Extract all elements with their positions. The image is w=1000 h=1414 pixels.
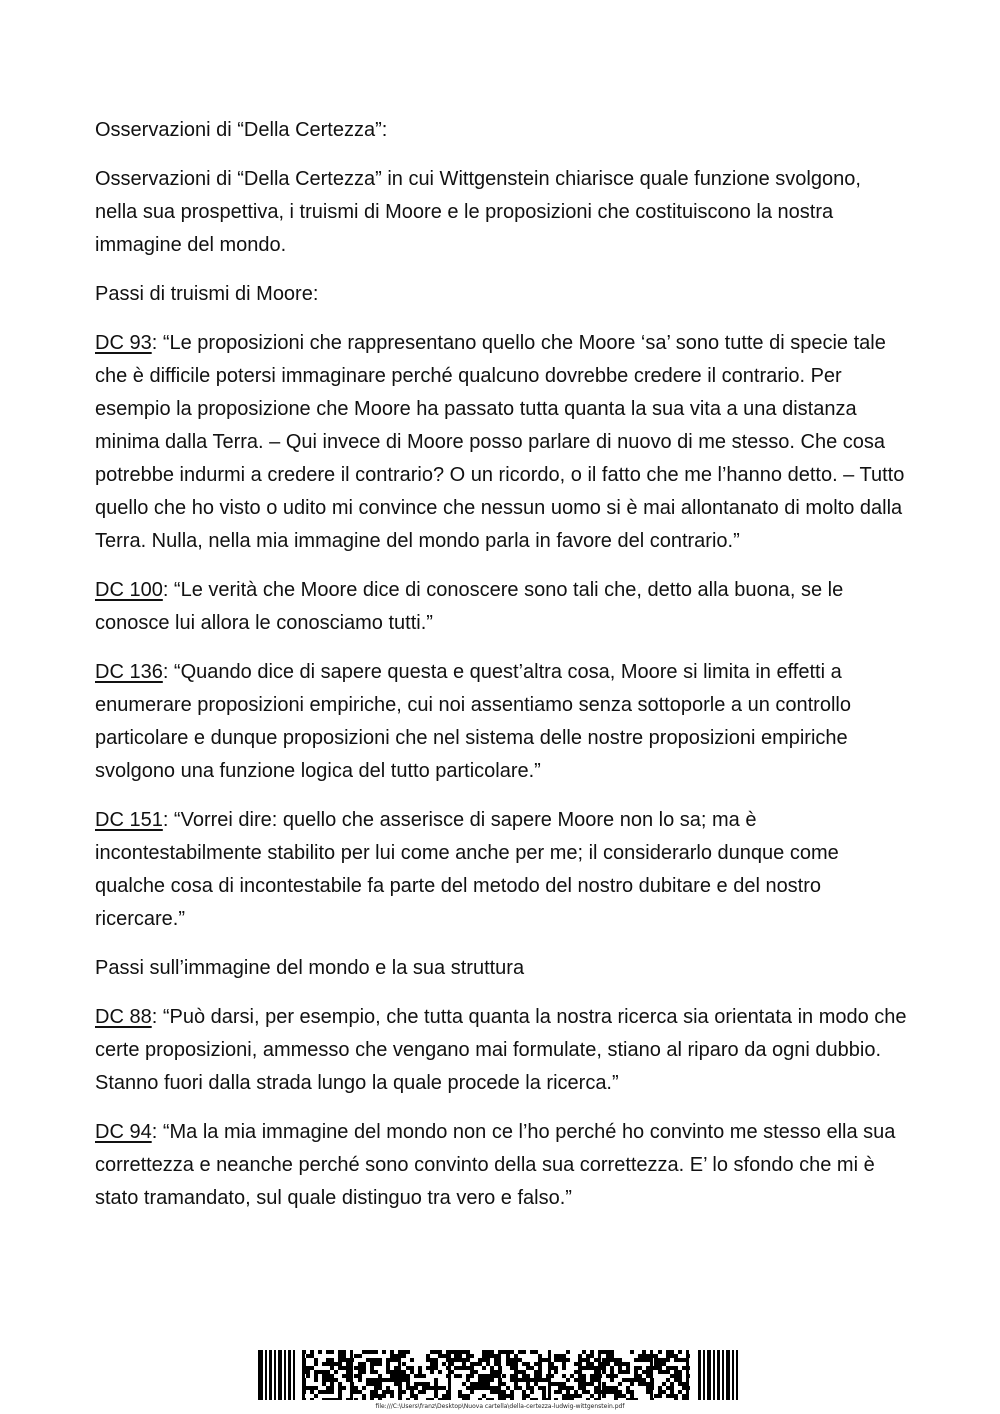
quote-reference: DC 136 xyxy=(95,661,163,683)
quote-text: : “Quando dice di sapere questa e quest’altra cosa, Moore si limita in effetti a enumerare proposizioni empiriche, cui noi assentiamo senza sottoporle a un controllo particolare e dunque proposizioni che nel sistema delle nostre proposizioni empiriche svolgono una funzione logica del tutto particolare.” xyxy=(95,661,851,782)
quote-text: : “Le verità che Moore dice di conoscere sono tali che, detto alla buona, se le conosce lui allora le conosciamo tutti.” xyxy=(95,579,844,634)
section-title-truismi: Passi di truismi di Moore: xyxy=(95,283,319,305)
quote-reference: DC 100 xyxy=(95,579,163,601)
document-body xyxy=(95,114,907,1231)
quote-text: : “Vorrei dire: quello che asserisce di sapere Moore non lo sa; ma è incontestabilmente stabilito per lui come anche per me; il considerarlo dunque come qualche cosa di incontestabile fa parte del metodo del nostro dubitare e del nostro ricercare.” xyxy=(95,809,839,930)
quote-text: : “Ma la mia immagine del mondo non ce l’ho perché ho convinto me stesso ella sua correttezza e neanche perché sono convinto della sua correttezza. E’ lo sfondo che mi è stato tramandato, sul quale distinguo tra vero e falso.” xyxy=(95,1121,896,1209)
quote-paragraph xyxy=(95,804,907,936)
quote-paragraph xyxy=(95,1116,907,1215)
barcode-graphic xyxy=(258,1350,738,1400)
quote-paragraph xyxy=(95,574,907,640)
quote-reference: DC 93 xyxy=(95,332,152,354)
quote-reference: DC 94 xyxy=(95,1121,152,1143)
barcode-image xyxy=(258,1350,738,1400)
quote-text: : “Può darsi, per esempio, che tutta quanta la nostra ricerca sia orientata in modo che certe proposizioni, ammesso che vengano mai formulate, stiano al riparo da ogni dubbio. Stanno fuori dalla strada lungo la quale procede la ricerca.” xyxy=(95,1006,907,1094)
quote-paragraph xyxy=(95,656,907,788)
quote-reference: DC 88 xyxy=(95,1006,152,1028)
document-heading: Osservazioni di “Della Certezza”: xyxy=(95,119,388,141)
quote-paragraph xyxy=(95,1001,907,1100)
quote-reference: DC 151 xyxy=(95,809,163,831)
footer-file-path: file:///C:\Users\franz\Desktop\Nuova cartella\della-certezza-ludwig-wittgenstein.pdf xyxy=(375,1403,625,1410)
section-title-immagine: Passi sull’immagine del mondo e la sua struttura xyxy=(95,957,525,979)
quote-paragraph xyxy=(95,327,907,558)
quote-text: : “Le proposizioni che rappresentano quello che Moore ‘sa’ sono tutte di specie tale che è difficile potersi immaginare perché qualcuno dovrebbe credere il contrario. Per esempio la proposizione che Moore ha passato tutta quanta la sua vita a una distanza minima dalla Terra. – Qui invece di Moore posso parlare di nuovo di me stesso. Che cosa potrebbe indurmi a credere il contrario? O un ricordo, o il fatto che me l’hanno detto. – Tutto quello che ho visto o udito mi convince che nessun uomo si è mai allontanato di molto dalla Terra. Nulla, nella mia immagine del mondo parla in favore del contrario.” xyxy=(95,332,905,552)
intro-paragraph: Osservazioni di “Della Certezza” in cui Wittgenstein chiarisce quale funzione svolgono, nella sua prospettiva, i truismi di Moore e le proposizioni che costituiscono la nostra immagine del mondo. xyxy=(95,168,861,256)
